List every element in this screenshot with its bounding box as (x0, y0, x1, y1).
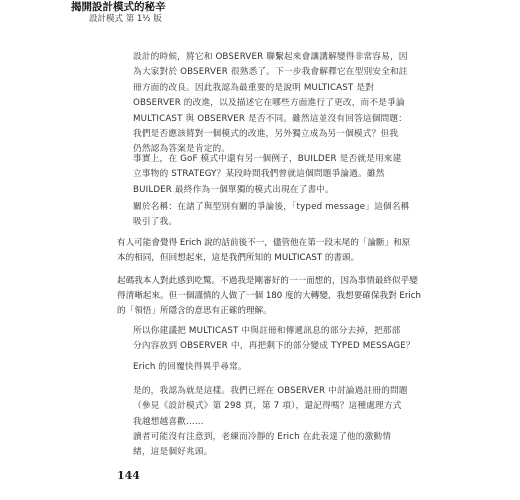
text-line: 本的相同，但回想起來，這是我們所知的 MULTICAST 的書頭。 (117, 253, 360, 264)
text-line: 的「領悟」所隱含的意思有正確的理解。 (117, 306, 272, 317)
page-number: 144 (117, 469, 140, 482)
text-line: 關於名稱：在諸了與型別有關的爭論後，「typed message」這個名稱 (133, 202, 410, 212)
text-line: 所以你建議把 MULTICAST 中與註冊和傳遞訊息的部分去掉，把那部 (133, 326, 401, 336)
text-line: 我越想越喜歡…… (133, 416, 204, 427)
text-line: 是的，我認為就是這樣。我們已經在 OBSERVER 中討論過註冊的問題 (133, 386, 408, 396)
text-line: 為大家對於 OBSERVER 很熟悉了。下一步我會解釋它在型別安全和註 (133, 67, 408, 78)
text-line: 吸引了我。 (133, 217, 178, 228)
text-line: BUILDER 最終作為一個單獨的模式出現在了書中。 (133, 184, 334, 195)
running-header (71, 1, 191, 25)
text-line: 讀者可能沒有注意到，老練而冷靜的 Erich 在此表達了他的激動情 (133, 432, 392, 442)
book-title: 揭開設計模式的秘辛 (71, 1, 166, 13)
quote-block (133, 152, 423, 198)
text-line: 緒，這是個好兆頭。 (133, 447, 213, 458)
text-line: 設計的時候，將它和 OBSERVER 聯繫起來會讓講解變得非常容易，因 (133, 52, 408, 62)
quote-block (133, 324, 423, 355)
body-paragraph (117, 274, 433, 320)
quote-block (133, 200, 423, 231)
text-line: OBSERVER 的改進，以及描述它在哪些方面進行了更改，而不是爭論 (133, 98, 405, 109)
text-line: 立事物的 STRATEGY？某段時間我們曾就這個問題爭論過。雖然 (133, 169, 385, 180)
book-subtitle: 設計模式 第 1½ 版 (89, 14, 162, 24)
quote-block (133, 384, 423, 430)
text-line: 冊方面的改良。因此我認為最重要的是說明 MULTICAST 是對 (133, 82, 374, 93)
text-line: 仍然認為答案是肯定的。 (133, 144, 231, 155)
text-line: 事實上，在 GoF 模式中還有另一個例子，BUILDER 是否就是用來建 (133, 154, 402, 164)
text-line: （參見《設計模式》第 298 頁，第 7 項），還記得嗎？這種處理方式 (133, 401, 402, 412)
quote-block (133, 360, 423, 375)
quote-block (133, 430, 423, 461)
text-line: MULTICAST 與 OBSERVER 是否不同。雖然這並沒有回答這個問題： (133, 113, 408, 124)
text-line: 起碼我本人對此感到吃驚。不過我是剛審好的一一面想的，因為事情最終似乎變 (117, 276, 418, 286)
text-line: 得清晰起來。但一個謹慎的人做了一個 180 度的大轉變，我想要確保我對 Erich (117, 291, 421, 302)
text-line: Erich 的回覆快得異乎尋常。 (133, 362, 247, 372)
text-line: 有人可能會覺得 Erich 說的話前後不一，儘管他在第一段末尾的「論斷」和原 (117, 238, 411, 248)
text-line: 我們是否應該將對一個模式的改進，另外獨立成為另一個模式？但我 (133, 129, 399, 140)
body-paragraph (117, 236, 433, 266)
quote-block (133, 50, 423, 158)
text-line: 分內容放到 OBSERVER 中，再把剩下的部分變成 TYPED MESSAGE？ (133, 341, 415, 352)
